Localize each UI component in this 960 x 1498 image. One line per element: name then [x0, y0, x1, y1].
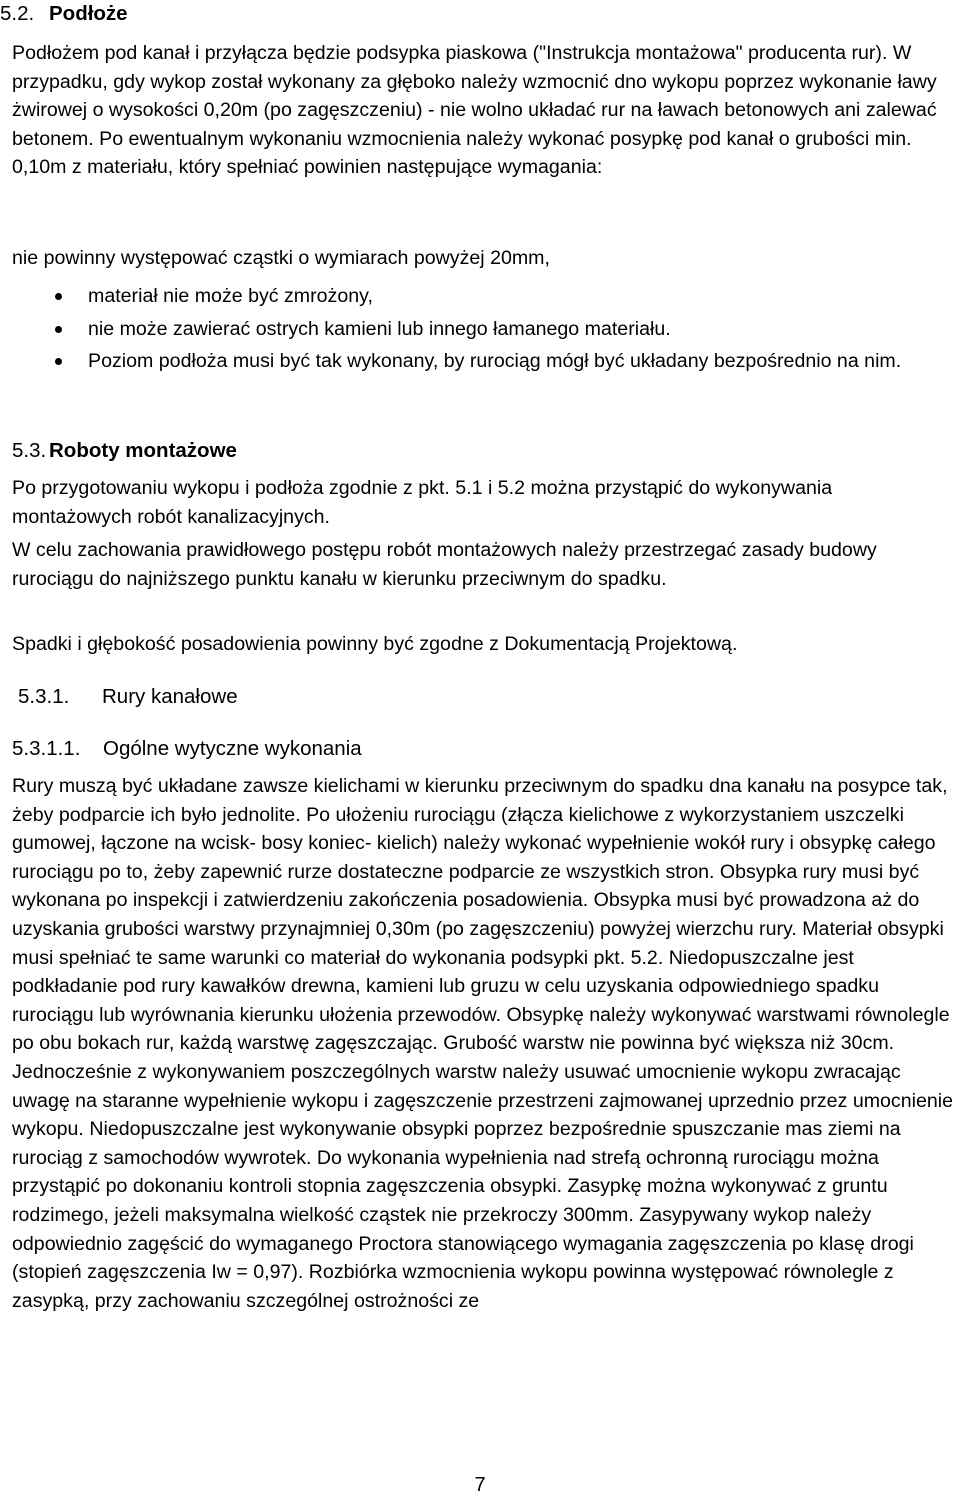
list-item: materiał nie może być zmrożony,: [12, 282, 942, 311]
section-title: Rury kanałowe: [102, 685, 238, 708]
section-title: Roboty montażowe: [49, 439, 237, 462]
section-title: Podłoże: [49, 2, 128, 25]
section-title: Ogólne wytyczne wykonania: [103, 737, 362, 760]
list-item: nie może zawierać ostrych kamieni lub innego łamanego materiału.: [12, 315, 942, 344]
paragraph-montaz-zasady: W celu zachowania prawidłowego postępu robót montażowych należy przestrzegać zasady budowy rurociągu do najniższego punktu kanału w kierunku przeciwnym do spadku.: [12, 539, 877, 590]
page-number: 7: [474, 1474, 486, 1496]
paragraph-montaz-spadki: Spadki i głębokość posadowienia powinny być zgodne z Dokumentacją Projektową.: [12, 633, 738, 655]
paragraph-podloze: Podłożem pod kanał i przyłącza będzie podsypka piaskowa ("Instrukcja montażowa" producenta rur). W przypadku, gdy wykop został wykonany za głęboko należy wzmocnić dno wykopu poprzez wykonanie ławy żwirowej o wysokości 0,20m (po zagęszczeniu) - nie wolno układać rur na ławach betonowych ani zalewać betonem. Po ewentualnym wykonaniu wzmocnienia należy wykonać posypkę pod kanał o grubości min. 0,10m z materiału, który spełniać powinien następujące wymagania:: [12, 42, 937, 179]
requirements-list: [12, 282, 942, 376]
section-heading-5-3-1: [18, 683, 238, 711]
section-number: 5.3.1.: [18, 685, 70, 708]
paragraph-ogolne-wytyczne: Rury muszą być układane zawsze kielichami w kierunku przeciwnym do spadku dna kanału na posypce tak, żeby podparcie ich było jednolite. Po ułożeniu rurociągu (złącza kielichowe z wykorzystaniem uszczelki gumowej, łączone na wcisk- bosy koniec- kielich) należy wykonać wypełnienie wokół rury i obsypkę całego rurociągu po to, żeby zapewnić rurze dostateczne podparcie ze wszystkich stron. Obsypka rury musi być wykonana po inspekcji i zatwierdzeniu zakończenia posadowienia. Obsypka musi być prowadzona aż do uzyskania grubości warstwy przynajmniej 0,30m (po zagęszczeniu) powyżej wierzchu rury. Materiał obsypki musi spełniać te same warunki co materiał do wykonania podsypki pkt. 5.2. Niedopuszczalne jest podkładanie pod rury kawałków drewna, kamieni lub gruzu w celu uzyskania odpowiedniego spadku rurociągu lub wyrównania kierunku ułożenia przewodów. Obsypkę należy wykonywać warstwami równolegle po obu bokach rur, każdą warstwę zagęszczając. Grubość warstw nie powinna być większa niż 30cm. Jednocześnie z wykonywaniem poszczególnych warstw należy usuwać umocnienie wykopu zwracając uwagę na staranne wypełnienie wykopu i zagęszczenie przestrzeni zajmowanej uprzednio przez umocnienie wykopu. Niedopuszczalne jest wykonywanie obsypki poprzez bezpośrednie spuszczanie mas ziemi na rurociąg z samochodów wywrotek. Do wykonania wypełnienia nad strefą ochronną rurociągu można przystąpić po dokonaniu kontroli stopnia zagęszczenia obsypki. Zasypkę można wykonywać z gruntu rodzimego, jeżeli maksymalna wielkość cząstek nie przekroczy 300mm. Zasypywany wykop należy odpowiednio zagęścić do wymaganego Proctora stanowiącego wymagania zagęszczenia po klasę drogi (stopień zagęszczenia Iw = 0,97). Rozbiórka wzmocnienia wykopu powinna występować równolegle z zasypką, przy zachowaniu szczególnej ostrożności ze: [12, 775, 954, 1312]
bullet-icon: [55, 326, 62, 333]
section-number: 5.2.: [0, 2, 35, 25]
section-number: 5.3.: [12, 439, 47, 462]
bullet-icon: [55, 293, 62, 300]
paragraph-montaz-intro: Po przygotowaniu wykopu i podłoża zgodnie z pkt. 5.1 i 5.2 można przystąpić do wykonywania montażowych robót kanalizacyjnych.: [12, 477, 833, 528]
section-heading-5-3: [12, 437, 237, 465]
bullet-icon: [55, 358, 62, 365]
section-heading-5-2: [0, 0, 128, 28]
section-number: 5.3.1.1.: [12, 737, 81, 760]
section-heading-5-3-1-1: [12, 735, 362, 763]
list-item: Poziom podłoża musi być tak wykonany, by rurociąg mógł być układany bezpośrednio na nim.: [12, 347, 942, 376]
paragraph-requirements: nie powinny występować cząstki o wymiarach powyżej 20mm,: [12, 247, 550, 269]
